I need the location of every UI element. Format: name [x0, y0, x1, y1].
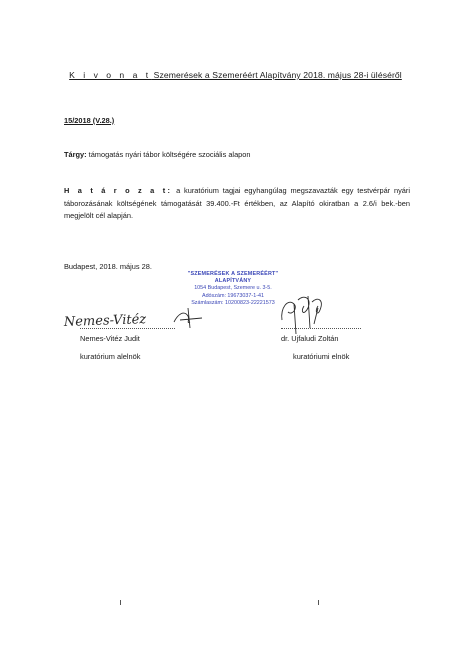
subject-line [64, 150, 251, 159]
stamp-account-number: Számlaszám: 10200823-22221573 [191, 299, 275, 306]
signatory-right-name: dr. Ujfaludi Zoltán [281, 334, 339, 343]
place-date: Budapest, 2018. május 28. [64, 262, 152, 271]
subject-label: Tárgy: [64, 150, 87, 159]
scan-mark-right [318, 600, 319, 605]
decision-paragraph [64, 185, 410, 223]
signature-left-script: Nemes-Vitéz [63, 312, 147, 330]
subject-text: támogatás nyári tábor költségére szociális alapon [86, 150, 251, 159]
document-title [0, 70, 471, 80]
stamp-address: 1054 Budapest, Szemere u. 3-5. [194, 285, 272, 292]
stamp-type: ALAPÍTVÁNY [214, 278, 252, 285]
signature-right [274, 290, 334, 338]
scan-mark-left [120, 600, 121, 605]
signature-line-left [80, 328, 175, 329]
signatory-right-role: kuratóriumi elnök [293, 352, 350, 361]
resolution-number: 15/2018 (V.28.) [64, 116, 115, 125]
decision-text: a kuratórium tagjai egyhangúlag megszavazták egy testvérpár nyári táborozásának költségének támogatását 39.400.-Ft értékben, az Alapító okiratban a 2.6/i bek.-ben megjelölt cél alapján. [64, 186, 411, 220]
title-rest: Szemerések a Szemeréért Alapítvány 2018. május 28-i üléséről [151, 70, 402, 80]
signatory-left-role: kuratórium alelnök [80, 352, 141, 361]
stamp-name: "SZEMERÉSEK A SZEMERÉÉRT" [187, 271, 279, 277]
title-spaced-word: K i v o n a t [69, 70, 152, 80]
signatory-left-name: Nemes-Vitéz Judit [80, 334, 140, 343]
signature-line-right [281, 328, 361, 329]
stamp-tax-number: Adószám: 19673037-1-41 [201, 292, 265, 299]
decision-label: H a t á r o z a t: [64, 186, 173, 195]
